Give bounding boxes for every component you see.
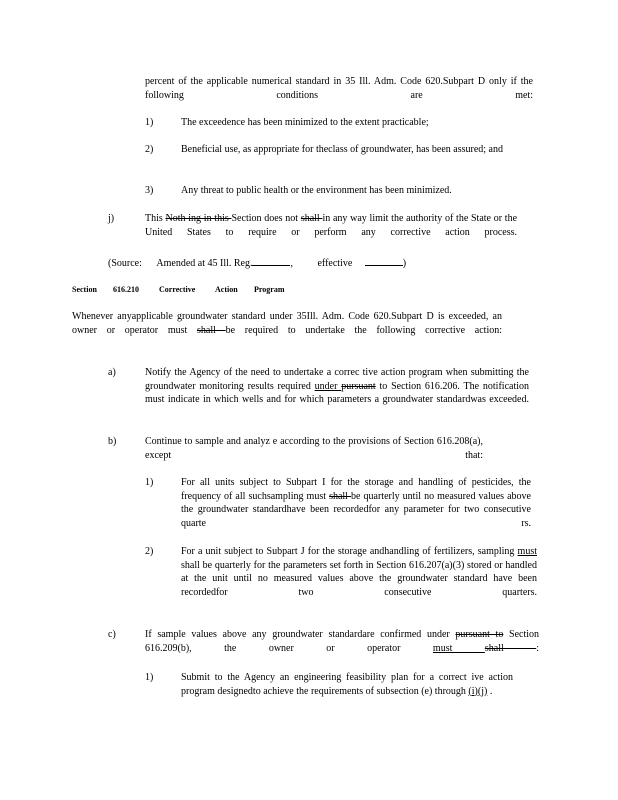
item-b-body: Continue to sample and analyz e according to the provisions of Section 616.208(a), except that: xyxy=(145,436,483,461)
section-title-word-1: Corrective xyxy=(159,285,196,294)
item-c-part-b: Section 616.209(b), the owner or operator xyxy=(145,629,539,654)
paragraph-part-b: be required to undertake the following corrective action: xyxy=(225,324,502,336)
condition-3-label: 3) xyxy=(145,185,154,196)
source-close: ) xyxy=(402,258,407,269)
section-number: 616.210 xyxy=(113,285,139,294)
source-open: (Source: xyxy=(108,258,142,269)
item-c-part-c: : xyxy=(536,642,540,654)
source-blank-date xyxy=(365,256,403,266)
paragraph-part-a: Whenever anyapplicable groundwater standard under 35Ill. Adm. Code 620.Subpart D is exceeded, an owner or operator must xyxy=(72,311,502,336)
item-j-part-a: This xyxy=(145,213,166,224)
item-c1-text xyxy=(181,671,513,698)
section-paragraph xyxy=(72,310,502,351)
item-j-text xyxy=(145,212,517,253)
condition-3-text: Any threat to public health or the environment has been minimized. xyxy=(181,185,452,196)
item-a-deleted: pursuant xyxy=(341,380,376,392)
source-note xyxy=(108,256,428,271)
condition-1-text: The exceedence has been minimized to the extent practicable; xyxy=(181,117,429,128)
item-b2-label: 2) xyxy=(145,546,154,557)
condition-2-label: 2) xyxy=(145,144,154,155)
item-b1-part-a: For all units subject to Subpart I for the storage and handling of pesticides, the frequency of all suchsampling must xyxy=(181,477,531,502)
paragraph-deleted: shall xyxy=(197,324,226,336)
item-a-text xyxy=(145,366,529,420)
item-b2-part-b: shall be quarterly for the parameters set forth in Section 616.207(a)(3) stored or handled at the unit until no measured values above the groundwater standard have been recordedfor two consecutive quarters. xyxy=(181,559,537,598)
condition-2-body: Beneficial use, as appropriate for theclass of groundwater, has been assured; and xyxy=(181,144,503,155)
item-c1-label: 1) xyxy=(145,672,154,683)
intro-text: percent of the applicable numerical standard in 35 Ill. Adm. Code 620.Subpart D only if the following conditions are met: xyxy=(145,76,533,101)
item-c-text xyxy=(145,628,539,669)
item-c1-part-a: Submit to the Agency an engineering feasibility plan for a correct ive action program designedto achieve the requirements of subsection (e) through xyxy=(181,672,513,697)
condition-2-text xyxy=(181,143,503,170)
section-title-word-2: Action xyxy=(215,285,238,294)
item-j-part-c: in any way limit the authority of the State or the United States to require or perform any corrective action process. xyxy=(145,213,518,238)
source-amended: Amended at 45 Ill. Reg. xyxy=(156,258,253,269)
source-effective: effective xyxy=(317,258,353,269)
item-b2-part-a: For a unit subject to Subpart J for the storage andhandling of fertilizers, sampling xyxy=(181,546,518,557)
item-j-deleted-1: Noth ing in this xyxy=(165,213,232,224)
item-c-deleted-2: shall xyxy=(484,642,537,654)
section-title-word-3: Program xyxy=(254,285,285,294)
item-c1-deleted: (j) xyxy=(477,685,488,697)
item-c-label: c) xyxy=(108,629,116,640)
item-b2-text xyxy=(181,545,537,613)
item-c-inserted: must xyxy=(432,642,485,654)
source-comma: , xyxy=(290,258,293,269)
item-b1-label: 1) xyxy=(145,477,154,488)
section-label: Section xyxy=(72,285,97,294)
item-b-text xyxy=(145,435,483,476)
condition-1-label: 1) xyxy=(145,117,154,128)
item-a-part-b: to Section 616.206. The notification must indicate in which wells and for which parameters a groundwater standardwas exceeded. xyxy=(145,380,529,405)
item-j-deleted-2: shall xyxy=(300,213,323,224)
item-a-label: a) xyxy=(108,367,116,378)
item-j-part-b: Section does not xyxy=(231,213,301,224)
item-j-label: j) xyxy=(108,213,115,224)
item-c-deleted-1: pursuant to xyxy=(455,629,504,640)
item-b-label: b) xyxy=(108,436,117,447)
item-a-part-a: Notify the Agency of the need to undertake a correc tive action program when submitting the groundwater monitoring results required xyxy=(145,367,529,392)
item-c-part-a: If sample values above any groundwater standardare confirmed under xyxy=(145,629,456,640)
item-b1-deleted: shall xyxy=(329,490,352,502)
source-blank-reg xyxy=(252,256,290,266)
item-b1-part-b: be quarterly until no measured values above the groundwater standardhave been recordedfor any parameter for two consecutive quarte rs. xyxy=(181,490,531,529)
item-b2-inserted: must xyxy=(517,546,537,557)
item-c1-inserted: (i) xyxy=(468,685,478,697)
item-c1-part-b: . xyxy=(487,685,493,697)
item-b1-text xyxy=(181,476,531,544)
intro-paragraph xyxy=(145,75,533,116)
item-a-inserted: under xyxy=(314,380,342,392)
